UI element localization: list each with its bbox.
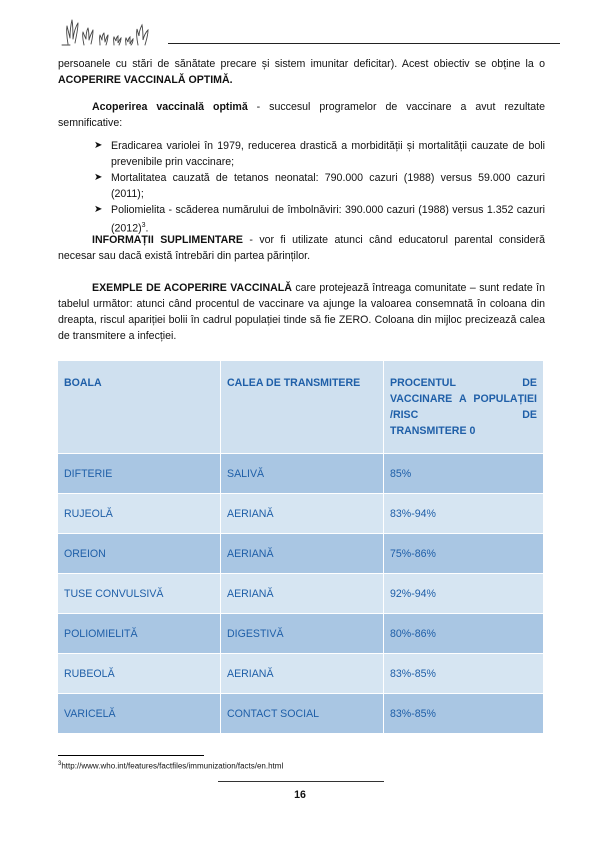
bullet-end: . xyxy=(145,222,149,235)
cell-percentage: 85% xyxy=(384,454,544,494)
header-transmission: CALEA DE TRANSMITERE xyxy=(221,361,384,454)
intro-text: persoanele cu stări de sănătate precare și sistem imunitar deficitar). Acest obiectiv se obține la o xyxy=(58,58,545,70)
cell-percentage: 75%-86% xyxy=(384,534,544,574)
arrow-bullet-icon: ➤ xyxy=(94,172,103,183)
footer-rule xyxy=(218,781,384,782)
cell-disease: RUJEOLĂ xyxy=(58,494,221,534)
footnote-ref: 3 xyxy=(141,222,146,229)
cell-transmission: AERIANĂ xyxy=(221,654,384,694)
bullet-text: Poliomielita - scăderea numărului de îmbolnăviri: 390.000 cazuri (1988) versus 1.352 cazuri (2012) xyxy=(111,204,545,235)
cell-transmission: AERIANĂ xyxy=(221,574,384,614)
bullet-text: Mortalitatea cauzată de tetanos neonatal: 790.000 cazuri (1988) versus 59.000 cazuri (2011); xyxy=(111,172,545,200)
cell-percentage: 83%-94% xyxy=(384,494,544,534)
cell-percentage: 83%-85% xyxy=(384,694,544,734)
arrow-bullet-icon: ➤ xyxy=(94,140,103,151)
table-row xyxy=(58,574,544,614)
table-row xyxy=(58,454,544,494)
header-percentage-text-end: TRANSMITERE 0 xyxy=(390,425,476,437)
examples-bold: EXEMPLE DE ACOPERIRE VACCINALĂ xyxy=(92,282,292,294)
cell-transmission: SALIVĂ xyxy=(221,454,384,494)
table-row xyxy=(58,494,544,534)
vaccination-table xyxy=(57,360,544,734)
cell-percentage: 83%-85% xyxy=(384,654,544,694)
results-bullet-list xyxy=(94,138,545,237)
intro-paragraph xyxy=(58,56,545,88)
intro-bold: ACOPERIRE VACCINALĂ OPTIMĂ. xyxy=(58,74,233,86)
info-text: - vor fi utilizate atunci când educatorul parental consideră necesar sau dacă există întrebări din partea părinților. xyxy=(58,234,545,262)
footnote xyxy=(58,761,283,771)
cell-percentage: 80%-86% xyxy=(384,614,544,654)
optimal-text: - succesul programelor de vaccinare a avut rezultate semnificative: xyxy=(58,101,545,129)
header-percentage-text: PROCENTUL DE VACCINARE A POPULAȚIEI /RISC DE xyxy=(390,377,537,421)
table-row xyxy=(58,654,544,694)
arrow-bullet-icon: ➤ xyxy=(94,204,103,215)
examples-text: care protejează întreaga comunitate – sunt redate în tabelul următor: atunci când procentul de vaccinare va ajunge la valoarea consemnată în coloana din dreapta, riscul apariției bolii în cadrul populației tinde să fie ZERO. Coloana din mijloc precizează calea de transmitere a infecției. xyxy=(58,282,546,342)
header-disease: BOALA xyxy=(58,361,221,454)
cell-disease: TUSE CONVULSIVĂ xyxy=(58,574,221,614)
table-row xyxy=(58,694,544,734)
header-percentage xyxy=(384,361,544,454)
footnote-url[interactable]: http://www.who.int/features/factfiles/immunization/facts/en.html xyxy=(61,761,284,771)
optimal-coverage-paragraph xyxy=(58,99,545,131)
cell-transmission: AERIANĂ xyxy=(221,494,384,534)
cell-transmission: AERIANĂ xyxy=(221,534,384,574)
header-rule xyxy=(168,43,560,44)
hands-logo-icon xyxy=(58,12,168,48)
cell-disease: DIFTERIE xyxy=(58,454,221,494)
optimal-bold: Acoperirea vaccinală optimă xyxy=(92,101,248,113)
cell-percentage: 92%-94% xyxy=(384,574,544,614)
info-bold: INFORMAȚII SUPLIMENTARE xyxy=(92,234,243,246)
table-row xyxy=(58,614,544,654)
page-number: 16 xyxy=(294,789,306,801)
cell-transmission: DIGESTIVĂ xyxy=(221,614,384,654)
cell-disease: RUBEOLĂ xyxy=(58,654,221,694)
cell-transmission: CONTACT SOCIAL xyxy=(221,694,384,734)
footnote-marker: 3 xyxy=(58,761,62,767)
page-header xyxy=(58,12,508,48)
cell-disease: OREION xyxy=(58,534,221,574)
cell-disease: POLIOMIELITĂ xyxy=(58,614,221,654)
cell-disease: VARICELĂ xyxy=(58,694,221,734)
table-header-row xyxy=(58,361,544,454)
info-paragraph xyxy=(58,232,545,264)
examples-paragraph xyxy=(58,280,545,344)
list-item xyxy=(94,170,545,202)
bullet-text: Eradicarea variolei în 1979, reducerea drastică a morbidității și mortalității cauzate de boli prevenibile prin vaccinare; xyxy=(111,140,545,168)
footnote-rule xyxy=(58,755,204,756)
list-item xyxy=(94,138,545,170)
table-row xyxy=(58,534,544,574)
